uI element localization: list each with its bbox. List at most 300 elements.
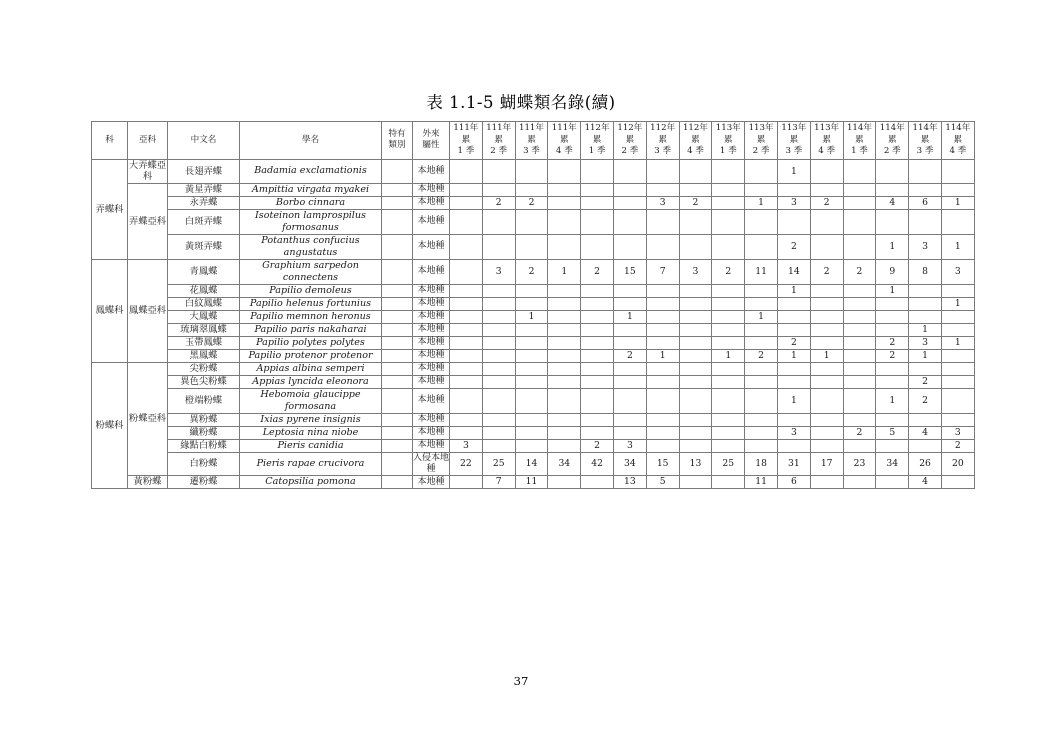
cell-count-period-4 xyxy=(548,476,581,489)
cell-endemic-category xyxy=(382,349,413,362)
period-year: 114年累 xyxy=(912,123,938,145)
cell-count-period-16 xyxy=(941,284,974,297)
cell-scientific-name: Ixias pyrene insignis xyxy=(240,413,382,426)
cell-endemic-category xyxy=(382,196,413,209)
cell-count-period-9 xyxy=(712,426,745,439)
cell-scientific-name: Papilio helenus fortunius xyxy=(240,297,382,310)
cell-count-period-5 xyxy=(581,159,614,183)
cell-count-period-13 xyxy=(843,413,876,426)
table-header xyxy=(92,122,975,160)
cell-count-period-1 xyxy=(450,413,483,426)
column-header-line: 屬性 xyxy=(422,140,440,151)
cell-count-period-1 xyxy=(450,297,483,310)
cell-count-period-13 xyxy=(843,310,876,323)
cell-subfamily: 黃粉蝶 xyxy=(128,476,168,489)
cell-count-period-15: 3 xyxy=(909,234,942,259)
cell-count-period-6: 15 xyxy=(613,259,646,284)
cell-chinese-name: 長翅弄蝶 xyxy=(168,159,240,183)
table-row xyxy=(92,426,975,439)
cell-count-period-9 xyxy=(712,184,745,197)
cell-count-period-5 xyxy=(581,310,614,323)
cell-count-period-10: 11 xyxy=(745,476,778,489)
cell-count-period-8 xyxy=(679,310,712,323)
cell-count-period-4 xyxy=(548,375,581,388)
cell-scientific-name: Papilio paris nakaharai xyxy=(240,323,382,336)
cell-count-period-9 xyxy=(712,159,745,183)
cell-count-period-9 xyxy=(712,476,745,489)
cell-scientific-name: Appias albina semperi xyxy=(240,362,382,375)
cell-count-period-10 xyxy=(745,336,778,349)
cell-count-period-9 xyxy=(712,284,745,297)
cell-count-period-10 xyxy=(745,388,778,413)
cell-exotic-attribute: 本地種 xyxy=(413,439,450,452)
cell-count-period-14: 1 xyxy=(876,284,909,297)
cell-family: 弄蝶科 xyxy=(92,159,128,259)
cell-count-period-13 xyxy=(843,362,876,375)
cell-count-period-12 xyxy=(810,297,843,310)
cell-count-period-4 xyxy=(548,413,581,426)
cell-scientific-name: Graphium sarpedon connectens xyxy=(240,259,382,284)
cell-count-period-11 xyxy=(777,310,810,323)
cell-count-period-6: 3 xyxy=(613,439,646,452)
cell-count-period-8 xyxy=(679,336,712,349)
period-year: 112年累 xyxy=(584,123,610,145)
cell-count-period-12 xyxy=(810,209,843,234)
cell-endemic-category xyxy=(382,209,413,234)
cell-count-period-6 xyxy=(613,426,646,439)
cell-chinese-name: 琉璃翠鳳蝶 xyxy=(168,323,240,336)
cell-count-period-4 xyxy=(548,336,581,349)
period-year: 114年累 xyxy=(879,123,905,145)
cell-count-period-13 xyxy=(843,159,876,183)
cell-count-period-3: 2 xyxy=(515,259,548,284)
table-row xyxy=(92,388,975,413)
cell-endemic-category xyxy=(382,323,413,336)
cell-count-period-15 xyxy=(909,209,942,234)
cell-count-period-15: 6 xyxy=(909,196,942,209)
cell-endemic-category xyxy=(382,388,413,413)
cell-endemic-category xyxy=(382,452,413,476)
cell-scientific-name: Potanthus confucius angustatus xyxy=(240,234,382,259)
cell-endemic-category xyxy=(382,234,413,259)
cell-subfamily: 粉蝶亞科 xyxy=(128,362,168,475)
cell-count-period-8 xyxy=(679,209,712,234)
cell-count-period-16: 1 xyxy=(941,336,974,349)
cell-count-period-6 xyxy=(613,413,646,426)
cell-count-period-8 xyxy=(679,413,712,426)
cell-count-period-4 xyxy=(548,323,581,336)
cell-count-period-2 xyxy=(482,184,515,197)
cell-count-period-4 xyxy=(548,209,581,234)
cell-count-period-6 xyxy=(613,362,646,375)
cell-count-period-6 xyxy=(613,297,646,310)
cell-count-period-16: 20 xyxy=(941,452,974,476)
cell-count-period-13 xyxy=(843,297,876,310)
cell-count-period-2: 3 xyxy=(482,259,515,284)
cell-count-period-4 xyxy=(548,426,581,439)
cell-count-period-10 xyxy=(745,413,778,426)
cell-count-period-11: 1 xyxy=(777,388,810,413)
cell-family: 粉蝶科 xyxy=(92,362,128,488)
cell-count-period-1: 22 xyxy=(450,452,483,476)
cell-endemic-category xyxy=(382,426,413,439)
cell-count-period-5 xyxy=(581,426,614,439)
cell-count-period-1 xyxy=(450,375,483,388)
cell-count-period-2 xyxy=(482,362,515,375)
cell-count-period-3: 1 xyxy=(515,310,548,323)
period-quarter: 3 季 xyxy=(654,146,672,157)
cell-exotic-attribute: 本地種 xyxy=(413,310,450,323)
period-year: 113年累 xyxy=(715,123,741,145)
cell-count-period-7 xyxy=(646,209,679,234)
table-row xyxy=(92,413,975,426)
cell-count-period-9 xyxy=(712,336,745,349)
cell-count-period-3: 14 xyxy=(515,452,548,476)
cell-count-period-6 xyxy=(613,234,646,259)
cell-count-period-13 xyxy=(843,284,876,297)
cell-count-period-16 xyxy=(941,413,974,426)
cell-count-period-13 xyxy=(843,388,876,413)
cell-count-period-5 xyxy=(581,234,614,259)
cell-count-period-11: 6 xyxy=(777,476,810,489)
cell-count-period-11 xyxy=(777,375,810,388)
cell-exotic-attribute: 本地種 xyxy=(413,426,450,439)
cell-count-period-2 xyxy=(482,284,515,297)
cell-subfamily: 鳳蝶亞科 xyxy=(128,259,168,362)
cell-exotic-attribute: 本地種 xyxy=(413,297,450,310)
cell-count-period-4: 1 xyxy=(548,259,581,284)
cell-count-period-14 xyxy=(876,159,909,183)
butterfly-species-table-container xyxy=(91,121,971,489)
cell-count-period-1 xyxy=(450,388,483,413)
cell-scientific-name: Papilio polytes polytes xyxy=(240,336,382,349)
cell-count-period-5 xyxy=(581,209,614,234)
cell-count-period-7 xyxy=(646,426,679,439)
table-row xyxy=(92,362,975,375)
cell-count-period-14: 4 xyxy=(876,196,909,209)
cell-count-period-4 xyxy=(548,388,581,413)
period-quarter: 4 季 xyxy=(818,146,836,157)
cell-count-period-10: 1 xyxy=(745,196,778,209)
period-year: 112年累 xyxy=(682,123,708,145)
cell-count-period-15 xyxy=(909,362,942,375)
cell-count-period-16 xyxy=(941,310,974,323)
period-quarter: 4 季 xyxy=(555,146,573,157)
cell-count-period-12 xyxy=(810,375,843,388)
period-quarter: 2 季 xyxy=(752,146,770,157)
cell-count-period-9: 25 xyxy=(712,452,745,476)
cell-count-period-13 xyxy=(843,349,876,362)
cell-count-period-15: 4 xyxy=(909,476,942,489)
page-title: 表 1.1-5 蝴蝶類名錄(續) xyxy=(426,93,616,112)
cell-count-period-12: 2 xyxy=(810,196,843,209)
cell-count-period-15: 2 xyxy=(909,388,942,413)
cell-subfamily: 弄蝶亞科 xyxy=(128,184,168,260)
cell-scientific-name: Isoteinon lamprospilus formosanus xyxy=(240,209,382,234)
cell-count-period-1 xyxy=(450,426,483,439)
cell-count-period-6: 1 xyxy=(613,310,646,323)
cell-count-period-6 xyxy=(613,159,646,183)
cell-count-period-1 xyxy=(450,362,483,375)
cell-count-period-2 xyxy=(482,297,515,310)
column-header-period-13 xyxy=(843,122,876,160)
cell-count-period-7: 7 xyxy=(646,259,679,284)
cell-count-period-1 xyxy=(450,310,483,323)
cell-count-period-6: 2 xyxy=(613,349,646,362)
cell-count-period-8 xyxy=(679,349,712,362)
cell-count-period-7 xyxy=(646,362,679,375)
cell-count-period-8 xyxy=(679,184,712,197)
cell-scientific-name: Papilio protenor protenor xyxy=(240,349,382,362)
cell-count-period-10 xyxy=(745,426,778,439)
cell-count-period-7 xyxy=(646,297,679,310)
cell-count-period-15 xyxy=(909,310,942,323)
column-header-period-11 xyxy=(777,122,810,160)
period-quarter: 1 季 xyxy=(457,146,475,157)
cell-count-period-2 xyxy=(482,439,515,452)
cell-count-period-12: 17 xyxy=(810,452,843,476)
cell-count-period-11: 1 xyxy=(777,349,810,362)
cell-count-period-7 xyxy=(646,284,679,297)
cell-count-period-15: 8 xyxy=(909,259,942,284)
cell-count-period-14: 5 xyxy=(876,426,909,439)
cell-chinese-name: 白紋鳳蝶 xyxy=(168,297,240,310)
cell-count-period-3 xyxy=(515,284,548,297)
table-row xyxy=(92,284,975,297)
column-header-line: 外來 xyxy=(422,128,440,139)
period-quarter: 1 季 xyxy=(851,146,868,157)
table-row xyxy=(92,476,975,489)
cell-count-period-8: 2 xyxy=(679,196,712,209)
cell-count-period-16 xyxy=(941,476,974,489)
cell-exotic-attribute: 本地種 xyxy=(413,349,450,362)
cell-count-period-4 xyxy=(548,310,581,323)
cell-count-period-14 xyxy=(876,310,909,323)
cell-count-period-10 xyxy=(745,323,778,336)
cell-count-period-6 xyxy=(613,388,646,413)
cell-count-period-1 xyxy=(450,159,483,183)
cell-endemic-category xyxy=(382,284,413,297)
cell-count-period-1 xyxy=(450,234,483,259)
cell-scientific-name: Hebomoia glaucippe formosana xyxy=(240,388,382,413)
cell-chinese-name: 花鳳蝶 xyxy=(168,284,240,297)
cell-count-period-16: 3 xyxy=(941,426,974,439)
cell-count-period-9: 2 xyxy=(712,259,745,284)
column-header-period-5 xyxy=(581,122,614,160)
cell-count-period-4 xyxy=(548,196,581,209)
cell-count-period-14 xyxy=(876,439,909,452)
cell-count-period-12 xyxy=(810,439,843,452)
cell-exotic-attribute: 本地種 xyxy=(413,196,450,209)
cell-count-period-4 xyxy=(548,159,581,183)
column-header-scientific-name: 學名 xyxy=(240,122,382,160)
cell-count-period-15: 3 xyxy=(909,336,942,349)
cell-count-period-3 xyxy=(515,184,548,197)
cell-count-period-15: 1 xyxy=(909,349,942,362)
cell-count-period-3: 11 xyxy=(515,476,548,489)
cell-scientific-name: Papilio memnon heronus xyxy=(240,310,382,323)
cell-endemic-category xyxy=(382,310,413,323)
cell-count-period-12 xyxy=(810,184,843,197)
table-row xyxy=(92,196,975,209)
cell-count-period-14: 9 xyxy=(876,259,909,284)
cell-exotic-attribute: 本地種 xyxy=(413,476,450,489)
table-row xyxy=(92,439,975,452)
period-quarter: 1 季 xyxy=(719,146,737,157)
period-quarter: 1 季 xyxy=(588,146,606,157)
cell-count-period-4 xyxy=(548,184,581,197)
cell-count-period-8: 13 xyxy=(679,452,712,476)
cell-count-period-8 xyxy=(679,362,712,375)
cell-count-period-15 xyxy=(909,184,942,197)
column-header-chinese-name: 中文名 xyxy=(168,122,240,160)
cell-count-period-10 xyxy=(745,362,778,375)
cell-count-period-16: 3 xyxy=(941,259,974,284)
cell-count-period-14 xyxy=(876,362,909,375)
cell-count-period-4 xyxy=(548,234,581,259)
cell-count-period-14 xyxy=(876,375,909,388)
cell-count-period-2 xyxy=(482,388,515,413)
cell-exotic-attribute: 本地種 xyxy=(413,259,450,284)
cell-count-period-11 xyxy=(777,323,810,336)
cell-count-period-3 xyxy=(515,439,548,452)
cell-count-period-15: 2 xyxy=(909,375,942,388)
cell-count-period-11: 3 xyxy=(777,196,810,209)
cell-chinese-name: 橙端粉蝶 xyxy=(168,388,240,413)
cell-count-period-11 xyxy=(777,297,810,310)
cell-count-period-3 xyxy=(515,349,548,362)
cell-endemic-category xyxy=(382,413,413,426)
cell-count-period-14 xyxy=(876,184,909,197)
cell-exotic-attribute: 本地種 xyxy=(413,284,450,297)
cell-chinese-name: 黃斑弄蝶 xyxy=(168,234,240,259)
cell-chinese-name: 纖粉蝶 xyxy=(168,426,240,439)
cell-count-period-3 xyxy=(515,234,548,259)
cell-endemic-category xyxy=(382,362,413,375)
cell-count-period-14: 1 xyxy=(876,234,909,259)
cell-count-period-2 xyxy=(482,349,515,362)
cell-count-period-4 xyxy=(548,439,581,452)
cell-count-period-15 xyxy=(909,297,942,310)
cell-count-period-5: 2 xyxy=(581,259,614,284)
cell-count-period-13 xyxy=(843,336,876,349)
cell-endemic-category xyxy=(382,439,413,452)
cell-count-period-10: 18 xyxy=(745,452,778,476)
cell-count-period-12 xyxy=(810,159,843,183)
cell-chinese-name: 緣點白粉蝶 xyxy=(168,439,240,452)
cell-exotic-attribute: 本地種 xyxy=(413,184,450,197)
cell-count-period-16 xyxy=(941,209,974,234)
cell-count-period-11: 2 xyxy=(777,234,810,259)
column-header-period-1 xyxy=(450,122,483,160)
cell-count-period-8 xyxy=(679,476,712,489)
cell-count-period-9 xyxy=(712,196,745,209)
cell-chinese-name: 玉帶鳳蝶 xyxy=(168,336,240,349)
cell-count-period-14 xyxy=(876,209,909,234)
cell-chinese-name: 黑鳳蝶 xyxy=(168,349,240,362)
cell-count-period-9 xyxy=(712,234,745,259)
cell-count-period-6 xyxy=(613,284,646,297)
cell-count-period-15: 26 xyxy=(909,452,942,476)
cell-scientific-name: Papilio demoleus xyxy=(240,284,382,297)
cell-count-period-13: 23 xyxy=(843,452,876,476)
cell-chinese-name: 白粉蝶 xyxy=(168,452,240,476)
cell-exotic-attribute: 本地種 xyxy=(413,413,450,426)
cell-count-period-16 xyxy=(941,388,974,413)
cell-count-period-6 xyxy=(613,336,646,349)
cell-chinese-name: 黃星弄蝶 xyxy=(168,184,240,197)
cell-endemic-category xyxy=(382,297,413,310)
cell-count-period-2 xyxy=(482,209,515,234)
cell-scientific-name: Pieris canidia xyxy=(240,439,382,452)
column-header-period-6 xyxy=(613,122,646,160)
cell-count-period-13 xyxy=(843,234,876,259)
column-header-period-10 xyxy=(745,122,778,160)
cell-count-period-3 xyxy=(515,209,548,234)
cell-count-period-3 xyxy=(515,388,548,413)
cell-count-period-12 xyxy=(810,476,843,489)
period-year: 114年累 xyxy=(846,123,872,145)
cell-count-period-13: 2 xyxy=(843,426,876,439)
cell-count-period-3 xyxy=(515,297,548,310)
cell-count-period-10 xyxy=(745,439,778,452)
cell-count-period-9: 1 xyxy=(712,349,745,362)
cell-count-period-16: 1 xyxy=(941,297,974,310)
table-row xyxy=(92,184,975,197)
cell-count-period-10 xyxy=(745,297,778,310)
cell-count-period-7 xyxy=(646,323,679,336)
cell-family: 鳳蝶科 xyxy=(92,259,128,362)
cell-count-period-7 xyxy=(646,184,679,197)
cell-chinese-name: 遷粉蝶 xyxy=(168,476,240,489)
cell-count-period-8 xyxy=(679,297,712,310)
cell-count-period-15: 1 xyxy=(909,323,942,336)
cell-count-period-9 xyxy=(712,323,745,336)
cell-scientific-name: Catopsilia pomona xyxy=(240,476,382,489)
cell-count-period-9 xyxy=(712,297,745,310)
cell-count-period-12 xyxy=(810,426,843,439)
cell-count-period-9 xyxy=(712,413,745,426)
table-row xyxy=(92,234,975,259)
cell-count-period-8 xyxy=(679,234,712,259)
cell-count-period-9 xyxy=(712,388,745,413)
cell-count-period-7 xyxy=(646,159,679,183)
table-row xyxy=(92,323,975,336)
cell-count-period-10: 2 xyxy=(745,349,778,362)
table-row xyxy=(92,209,975,234)
cell-count-period-7 xyxy=(646,310,679,323)
page-number: 37 xyxy=(513,674,529,688)
cell-count-period-6 xyxy=(613,375,646,388)
cell-count-period-12 xyxy=(810,310,843,323)
cell-exotic-attribute: 本地種 xyxy=(413,209,450,234)
cell-count-period-5 xyxy=(581,362,614,375)
cell-count-period-8 xyxy=(679,426,712,439)
cell-chinese-name: 異色尖粉蝶 xyxy=(168,375,240,388)
cell-count-period-16 xyxy=(941,323,974,336)
cell-scientific-name: Ampittia virgata myakei xyxy=(240,184,382,197)
cell-count-period-2: 2 xyxy=(482,196,515,209)
cell-count-period-9 xyxy=(712,310,745,323)
cell-count-period-5 xyxy=(581,297,614,310)
cell-scientific-name: Leptosia nina niobe xyxy=(240,426,382,439)
cell-count-period-4: 34 xyxy=(548,452,581,476)
cell-count-period-12 xyxy=(810,234,843,259)
cell-count-period-16: 1 xyxy=(941,196,974,209)
cell-count-period-14: 1 xyxy=(876,388,909,413)
cell-count-period-10 xyxy=(745,184,778,197)
cell-count-period-13 xyxy=(843,196,876,209)
